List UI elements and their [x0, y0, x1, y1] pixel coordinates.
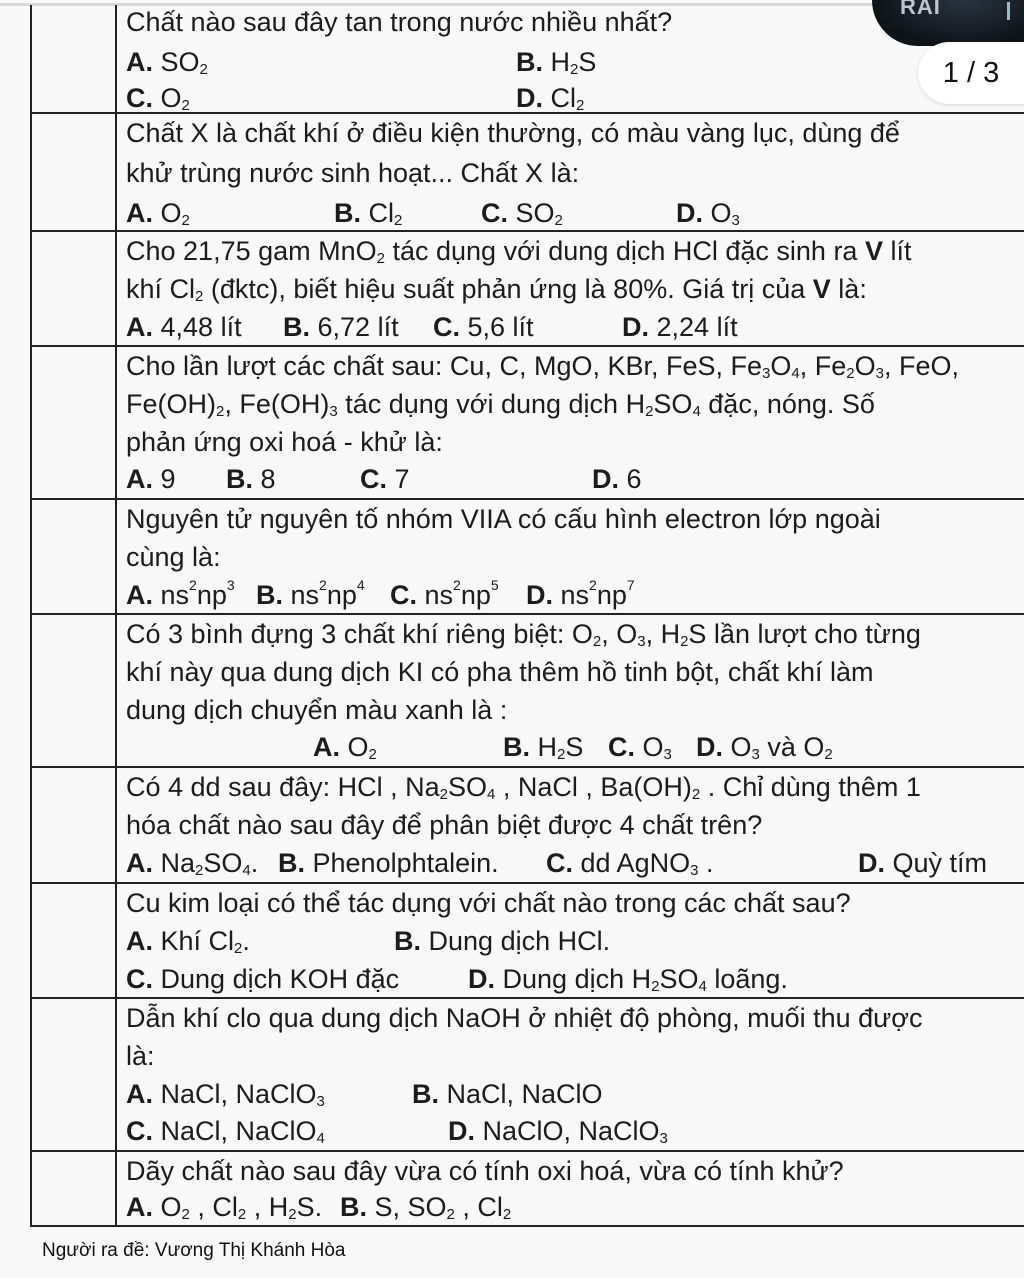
option-c: C. dd AgNO$_3$ . [546, 848, 714, 879]
option-b: B. Dung dịch HCl. [394, 926, 611, 956]
option-c: C. NaCl, NaClO$_4$ [126, 1116, 325, 1147]
option-b: B. $H_2S$ [503, 732, 584, 763]
question-row [30, 114, 1024, 232]
option-a: A. $O_2$ [313, 732, 377, 763]
question-stem: cùng là: [126, 542, 221, 572]
option-d: D. $ns^2np^7$ [526, 577, 635, 610]
option-b: B. 6,72 lít [283, 312, 399, 342]
option-d: D. $O_3$ [676, 198, 740, 229]
option-d: D. NaClO, NaClO$_3$ [448, 1116, 668, 1147]
option-c: C. $O_3$ [608, 732, 672, 763]
question-row [30, 347, 1024, 500]
question-stem: Cu kim loại có thể tác dụng với chất nào trong các chất sau? [126, 888, 851, 918]
question-row [30, 615, 1024, 768]
option-d: D. 2,24 lít [622, 312, 738, 342]
option-d: D. 6 [592, 464, 642, 494]
option-b: B. $Cl_2$ [334, 198, 403, 229]
option-c: C. Dung dịch KOH đặc [126, 964, 400, 994]
option-b: B. $ns^2np^4$ [256, 577, 365, 610]
question-stem: khí $Cl_2$ (đktc), biết hiệu suất phản ứng là 80%. Giá trị của V là: [126, 274, 867, 305]
option-a: A. Khí $Cl_2$. [126, 926, 250, 957]
question-stem: là: [126, 1041, 155, 1071]
option-c: C. $ns^2np^5$ [390, 577, 499, 610]
question-stem: Có 4 dd sau đây: HCl , $Na_2SO_4$ , NaCl , $Ba(OH)_2$ . Chỉ dùng thêm 1 [126, 772, 921, 803]
option-b: B. 8 [226, 464, 276, 494]
option-a: A. $O_2$ , $Cl_2$ , $H_2S$. [126, 1192, 323, 1223]
option-a: A. 9 [126, 464, 176, 494]
overlay-label: RAI [900, 0, 941, 19]
option-a: A. $ns^2np^3$ [126, 577, 235, 610]
question-stem: Chất X là chất khí ở điều kiện thường, có màu vàng lục, dùng để [126, 118, 900, 148]
author-credit: Người ra đề: Vương Thị Khánh Hòa [42, 1240, 346, 1261]
camera-overlay [872, 0, 1024, 46]
question-stem: dung dịch chuyển màu xanh là : [126, 695, 508, 725]
question-stem: phản ứng oxi hoá - khử là: [126, 427, 443, 457]
option-d: D. Dung dịch $H_2SO_4$ loãng. [468, 964, 788, 995]
question-row [30, 999, 1024, 1152]
option-b: B. $H_2S$ [516, 47, 597, 78]
option-b: B. S, $SO_2$ , $Cl_2$ [340, 1192, 512, 1223]
option-c: C. $O_2$ [126, 83, 190, 114]
question-stem: Chất nào sau đây tan trong nước nhiều nhất? [126, 7, 673, 37]
question-stem: khử trùng nước sinh hoạt... Chất X là: [126, 158, 580, 188]
question-stem: Nguyên tử nguyên tố nhóm VIIA có cấu hình electron lớp ngoài [126, 504, 881, 534]
option-b: B. NaCl, NaClO [412, 1079, 603, 1109]
option-a: A. $SO_2$ [126, 47, 208, 78]
option-a: A. $Na_2SO_4$. [126, 848, 259, 879]
option-c: C. $SO_2$ [481, 198, 563, 229]
option-c: C. 5,6 lít [433, 312, 534, 342]
question-stem: Cho lần lượt các chất sau: Cu, C, MgO, KBr, FeS, $Fe_3O_4$, $Fe_2O_3$, FeO, [126, 351, 959, 382]
question-row [30, 1152, 1024, 1227]
question-stem: Dãy chất nào sau đây vừa có tính oxi hoá, vừa có tính khử? [126, 1156, 844, 1186]
option-c: C. 7 [360, 464, 410, 494]
option-d: D. $O_3$ và $O_2$ [696, 732, 833, 763]
option-d: D. $Cl_2$ [516, 83, 585, 114]
question-stem: $Fe(OH)_2$, $Fe(OH)_3$ tác dụng với dung dịch $H_2SO_4$ đặc, nóng. Số [126, 389, 875, 420]
question-stem: Có 3 bình đựng 3 chất khí riêng biệt: $O_2$, $O_3$, $H_2S$ lần lượt cho từng [126, 619, 921, 650]
question-table [30, 5, 1024, 1227]
option-d: D. Quỳ tím [858, 848, 988, 878]
question-row [30, 768, 1024, 884]
page-counter[interactable]: 1 / 3 [918, 42, 1024, 104]
question-row [30, 500, 1024, 615]
question-row [30, 5, 1024, 114]
question-stem: khí này qua dung dịch KI có pha thêm hồ tinh bột, chất khí làm [126, 657, 874, 687]
question-stem: Dẫn khí clo qua dung dịch NaOH ở nhiệt độ phòng, muối thu được [126, 1003, 923, 1033]
question-stem: Cho 21,75 gam MnO$_2$ tác dụng với dung dịch HCl đặc sinh ra V lít [126, 236, 912, 267]
question-row [30, 884, 1024, 999]
option-a: A. 4,48 lít [126, 312, 242, 342]
option-b: B. Phenolphtalein. [278, 848, 499, 878]
option-a: A. $O_2$ [126, 198, 190, 229]
option-a: A. NaCl, NaClO$_3$ [126, 1079, 325, 1110]
overlay-marker [1007, 2, 1010, 20]
question-row [30, 232, 1024, 347]
question-stem: hóa chất nào sau đây để phân biệt được 4 chất trên? [126, 810, 763, 840]
